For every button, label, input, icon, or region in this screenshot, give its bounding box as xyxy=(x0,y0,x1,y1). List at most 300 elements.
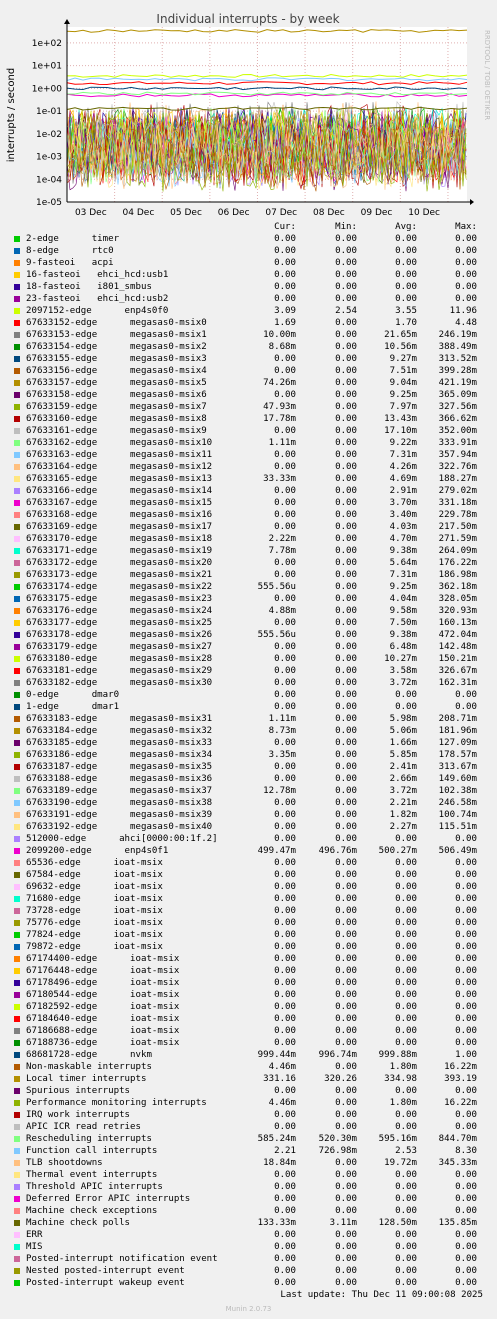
legend-row xyxy=(0,821,497,833)
legend-row xyxy=(0,1097,497,1109)
legend-swatch xyxy=(14,740,20,746)
legend-row xyxy=(0,1241,497,1253)
legend-swatch xyxy=(14,608,20,614)
legend-series-name: 67633160-edge megasas0-msix8 xyxy=(26,414,207,424)
legend-series-name: MIS xyxy=(26,1242,43,1252)
y-ticks xyxy=(32,39,63,208)
legend-cur-value: 0.00 xyxy=(274,1014,296,1024)
legend-cur-value: 585.24m xyxy=(257,1134,296,1144)
legend-avg-value: 2.41m xyxy=(389,762,417,772)
legend-series-name: 67186688-edge ioat-msix xyxy=(26,1026,180,1036)
legend-avg-value: 999.88m xyxy=(378,1050,417,1060)
legend-row xyxy=(0,1001,497,1013)
legend-max-value: 0.00 xyxy=(455,858,477,868)
legend-max-value: 327.56m xyxy=(438,402,477,412)
legend-min-value: 0.00 xyxy=(335,402,357,412)
legend-min-value: 0.00 xyxy=(335,1194,357,1204)
legend-swatch xyxy=(14,764,20,770)
legend-series-name: 67633172-edge megasas0-msix20 xyxy=(26,558,213,568)
legend-cur-value: 2.21 xyxy=(274,1146,296,1156)
legend-series-name: 67633155-edge megasas0-msix3 xyxy=(26,354,207,364)
legend-swatch xyxy=(14,476,20,482)
legend-min-value: 0.00 xyxy=(335,510,357,520)
legend-swatch xyxy=(14,1268,20,1274)
legend-max-value: 0.00 xyxy=(455,1278,477,1288)
legend-row xyxy=(0,785,497,797)
y-axis-label: interrupts / second xyxy=(6,67,17,163)
legend-max-value: 0.00 xyxy=(455,834,477,844)
legend-max-value: 0.00 xyxy=(455,930,477,940)
header-avg: Avg: xyxy=(395,222,417,232)
legend-series-name: 8-edge rtc0 xyxy=(26,246,114,256)
legend-avg-value: 2.66m xyxy=(389,774,417,784)
legend-swatch xyxy=(14,644,20,650)
legend-cur-value: 7.78m xyxy=(268,546,296,556)
legend-avg-value: 4.70m xyxy=(389,534,417,544)
legend-avg-value: 0.00 xyxy=(395,1110,417,1120)
legend-swatch xyxy=(14,1208,20,1214)
legend-min-value: 0.00 xyxy=(335,1254,357,1264)
legend-series-name: 67633182-edge megasas0-msix30 xyxy=(26,678,213,688)
legend-min-value: 0.00 xyxy=(335,786,357,796)
legend-cur-value: 0.00 xyxy=(274,1206,296,1216)
header-max: Max: xyxy=(455,222,477,232)
legend-min-value: 0.00 xyxy=(335,570,357,580)
legend-max-value: 0.00 xyxy=(455,870,477,880)
legend-avg-value: 0.00 xyxy=(395,294,417,304)
legend-cur-value: 0.00 xyxy=(274,882,296,892)
legend-min-value: 0.00 xyxy=(335,906,357,916)
legend-max-value: 0.00 xyxy=(455,234,477,244)
x-tick-label: 06 Dec xyxy=(217,208,250,218)
legend-avg-value: 334.98 xyxy=(384,1074,417,1084)
legend-swatch xyxy=(14,428,20,434)
legend-max-value: 0.00 xyxy=(455,1266,477,1276)
legend-max-value: 0.00 xyxy=(455,978,477,988)
rrdtool-credit: RRDTOOL / TOBI OETIKER xyxy=(483,30,491,121)
legend-row xyxy=(0,485,497,497)
legend-avg-value: 3.70m xyxy=(389,498,417,508)
x-tick-label: 03 Dec xyxy=(74,208,107,218)
legend-cur-value: 0.00 xyxy=(274,450,296,460)
legend-cur-value: 0.00 xyxy=(274,462,296,472)
y-tick-label: 1e-04 xyxy=(36,175,62,186)
legend-cur-value: 331.16 xyxy=(263,1074,296,1084)
legend-row xyxy=(0,497,497,509)
legend-cur-value: 0.00 xyxy=(274,246,296,256)
legend-swatch xyxy=(14,1244,20,1250)
legend-cur-value: 0.00 xyxy=(274,618,296,628)
legend-row xyxy=(0,593,497,605)
legend-series-name: 67633164-edge megasas0-msix12 xyxy=(26,462,213,472)
legend-row xyxy=(0,281,497,293)
legend-swatch xyxy=(14,800,20,806)
legend-max-value: 149.60m xyxy=(438,774,477,784)
legend-series-name: Local timer interrupts xyxy=(26,1074,147,1084)
legend-min-value: 0.00 xyxy=(335,714,357,724)
legend-avg-value: 0.00 xyxy=(395,882,417,892)
legend-cur-value: 0.00 xyxy=(274,1266,296,1276)
legend-min-value: 726.98m xyxy=(318,1146,357,1156)
legend-cur-value: 10.00m xyxy=(263,330,296,340)
legend-min-value: 0.00 xyxy=(335,738,357,748)
legend-cur-value: 0.00 xyxy=(274,1122,296,1132)
legend-cur-value: 0.00 xyxy=(274,486,296,496)
legend-cur-value: 0.00 xyxy=(274,282,296,292)
legend-swatch xyxy=(14,1184,20,1190)
legend-min-value: 0.00 xyxy=(335,1002,357,1012)
legend-cur-value: 0.00 xyxy=(274,738,296,748)
legend-series-name: 67633179-edge megasas0-msix27 xyxy=(26,642,213,652)
legend-cur-value: 1.11m xyxy=(268,714,296,724)
legend-row xyxy=(0,869,497,881)
legend-row xyxy=(0,929,497,941)
legend-min-value: 0.00 xyxy=(335,990,357,1000)
legend-series-name: 68681728-edge nvkm xyxy=(26,1050,152,1060)
legend-series-name: Thermal event interrupts xyxy=(26,1170,158,1180)
legend-row xyxy=(0,269,497,281)
legend-max-value: 271.59m xyxy=(438,534,477,544)
legend-row xyxy=(0,401,497,413)
legend-cur-value: 2.22m xyxy=(268,534,296,544)
legend-cur-value: 0.00 xyxy=(274,354,296,364)
legend-min-value: 0.00 xyxy=(335,258,357,268)
legend-avg-value: 0.00 xyxy=(395,1122,417,1132)
legend-swatch xyxy=(14,824,20,830)
legend-avg-value: 0.00 xyxy=(395,894,417,904)
legend-cur-value: 4.46m xyxy=(268,1062,296,1072)
legend-avg-value: 0.00 xyxy=(395,954,417,964)
legend-series-name: 67633168-edge megasas0-msix16 xyxy=(26,510,213,520)
legend-series-name: 1-edge dmar1 xyxy=(26,702,120,712)
legend-min-value: 0.00 xyxy=(335,762,357,772)
legend-max-value: 16.22m xyxy=(444,1062,477,1072)
legend-series-name: 23-fasteoi ehci_hcd:usb2 xyxy=(26,294,169,304)
legend-series-name: 67633178-edge megasas0-msix26 xyxy=(26,630,213,640)
legend-cur-value: 0.00 xyxy=(274,918,296,928)
legend-max-value: 313.52m xyxy=(438,354,477,364)
legend-cur-value: 0.00 xyxy=(274,954,296,964)
legend-cur-value: 0.00 xyxy=(274,678,296,688)
legend-avg-value: 128.50m xyxy=(378,1218,417,1228)
y-tick-label: 1e-05 xyxy=(36,198,62,208)
legend-avg-value: 7.50m xyxy=(389,618,417,628)
legend-cur-value: 0.00 xyxy=(274,834,296,844)
legend-swatch xyxy=(14,1004,20,1010)
legend-swatch xyxy=(14,1088,20,1094)
legend-cur-value: 0.00 xyxy=(274,870,296,880)
legend-row xyxy=(0,1157,497,1169)
legend-avg-value: 0.00 xyxy=(395,870,417,880)
legend-max-value: 0.00 xyxy=(455,954,477,964)
legend-max-value: 0.00 xyxy=(455,1182,477,1192)
legend-swatch xyxy=(14,560,20,566)
legend-min-value: 0.00 xyxy=(335,558,357,568)
legend-min-value: 0.00 xyxy=(335,630,357,640)
legend-avg-value: 0.00 xyxy=(395,966,417,976)
legend-cur-value: 0.00 xyxy=(274,702,296,712)
legend-swatch xyxy=(14,884,20,890)
legend-avg-value: 10.27m xyxy=(384,654,417,664)
legend-min-value: 0.00 xyxy=(335,594,357,604)
legend-swatch xyxy=(14,1172,20,1178)
legend-swatch xyxy=(14,332,20,338)
legend-series-name: Posted-interrupt notification event xyxy=(26,1254,218,1264)
legend-avg-value: 9.58m xyxy=(389,606,417,616)
legend-min-value: 520.30m xyxy=(318,1134,357,1144)
legend-avg-value: 0.00 xyxy=(395,234,417,244)
legend-cur-value: 0.00 xyxy=(274,966,296,976)
legend-avg-value: 3.72m xyxy=(389,786,417,796)
legend-min-value: 0.00 xyxy=(335,438,357,448)
legend-max-value: 0.00 xyxy=(455,918,477,928)
x-ticks xyxy=(75,208,440,218)
legend-swatch xyxy=(14,272,20,278)
legend-min-value: 0.00 xyxy=(335,942,357,952)
legend-series-name: 67174400-edge ioat-msix xyxy=(26,954,180,964)
legend-series-name: Machine check polls xyxy=(26,1218,131,1228)
legend-min-value: 0.00 xyxy=(335,318,357,328)
legend-max-value: 160.13m xyxy=(438,618,477,628)
legend-cur-value: 499.47m xyxy=(257,846,296,856)
legend-min-value: 0.00 xyxy=(335,666,357,676)
legend-row xyxy=(0,881,497,893)
legend-max-value: 421.19m xyxy=(438,378,477,388)
legend-max-value: 11.96 xyxy=(449,306,477,316)
legend-series-name: 67633157-edge megasas0-msix5 xyxy=(26,378,207,388)
legend-cur-value: 0.00 xyxy=(274,258,296,268)
legend-row xyxy=(0,1217,497,1229)
legend-swatch xyxy=(14,908,20,914)
legend-row xyxy=(0,329,497,341)
legend-max-value: 0.00 xyxy=(455,1038,477,1048)
legend-min-value: 0.00 xyxy=(335,546,357,556)
legend-row xyxy=(0,965,497,977)
legend-series-name: 67633170-edge megasas0-msix18 xyxy=(26,534,213,544)
legend-row xyxy=(0,977,497,989)
legend-swatch xyxy=(14,1100,20,1106)
legend-series-name: 0-edge dmar0 xyxy=(26,690,120,700)
legend-avg-value: 0.00 xyxy=(395,1170,417,1180)
legend-series-name: 67178496-edge ioat-msix xyxy=(26,978,180,988)
legend-cur-value: 555.56u xyxy=(257,582,296,592)
legend-cur-value: 1.69 xyxy=(274,318,296,328)
legend-cur-value: 0.00 xyxy=(274,1038,296,1048)
legend-min-value: 0.00 xyxy=(335,1230,357,1240)
legend-min-value: 0.00 xyxy=(335,270,357,280)
legend-min-value: 0.00 xyxy=(335,1266,357,1276)
legend-min-value: 0.00 xyxy=(335,1110,357,1120)
legend-swatch xyxy=(14,776,20,782)
legend-cur-value: 0.00 xyxy=(274,810,296,820)
legend-avg-value: 1.80m xyxy=(389,1062,417,1072)
legend-avg-value: 17.10m xyxy=(384,426,417,436)
legend-series-name: Rescheduling interrupts xyxy=(26,1134,152,1144)
legend-row xyxy=(0,1169,497,1181)
legend-series-name: 67633177-edge megasas0-msix25 xyxy=(26,618,213,628)
legend-swatch xyxy=(14,404,20,410)
legend-avg-value: 0.00 xyxy=(395,282,417,292)
legend-series-name: Posted-interrupt wakeup event xyxy=(26,1278,185,1288)
legend-avg-value: 4.03m xyxy=(389,522,417,532)
legend-series-name: 67633163-edge megasas0-msix11 xyxy=(26,450,213,460)
legend-swatch xyxy=(14,1256,20,1262)
y-tick-label: 1e+00 xyxy=(31,84,62,95)
legend-swatch xyxy=(14,320,20,326)
legend-cur-value: 999.44m xyxy=(257,1050,296,1060)
munin-version: Munin 2.0.73 xyxy=(225,1305,272,1313)
legend-cur-value: 0.00 xyxy=(274,930,296,940)
legend-avg-value: 13.43m xyxy=(384,414,417,424)
legend-series-name: 75776-edge ioat-msix xyxy=(26,918,163,928)
y-tick-label: 1e+01 xyxy=(31,61,62,72)
legend-series-name: Nested posted-interrupt event xyxy=(26,1266,185,1276)
legend-series-name: 67633191-edge megasas0-msix39 xyxy=(26,810,213,820)
legend-avg-value: 0.00 xyxy=(395,258,417,268)
legend-max-value: 0.00 xyxy=(455,282,477,292)
legend-row xyxy=(0,617,497,629)
legend-avg-value: 9.38m xyxy=(389,630,417,640)
legend-swatch xyxy=(14,848,20,854)
legend-max-value: 326.67m xyxy=(438,666,477,676)
legend-avg-value: 0.00 xyxy=(395,1206,417,1216)
legend-min-value: 0.00 xyxy=(335,606,357,616)
legend-max-value: 393.19 xyxy=(444,1074,477,1084)
legend-series-name: 9-fasteoi acpi xyxy=(26,258,114,268)
legend-max-value: 246.58m xyxy=(438,798,477,808)
legend-min-value: 2.54 xyxy=(335,306,357,316)
legend-row xyxy=(0,809,497,821)
legend-max-value: 0.00 xyxy=(455,882,477,892)
legend-min-value: 0.00 xyxy=(335,522,357,532)
legend-row xyxy=(0,365,497,377)
y-tick-label: 1e-01 xyxy=(36,107,62,118)
legend-cur-value: 0.00 xyxy=(274,990,296,1000)
legend-avg-value: 0.00 xyxy=(395,942,417,952)
legend-min-value: 0.00 xyxy=(335,870,357,880)
legend-row xyxy=(0,257,497,269)
legend-max-value: 844.70m xyxy=(438,1134,477,1144)
legend-avg-value: 0.00 xyxy=(395,930,417,940)
legend-max-value: 100.74m xyxy=(438,810,477,820)
legend-swatch xyxy=(14,548,20,554)
legend-row xyxy=(0,413,497,425)
legend-avg-value: 9.25m xyxy=(389,582,417,592)
legend-min-value: 0.00 xyxy=(335,282,357,292)
y-tick-label: 1e+02 xyxy=(31,38,62,49)
legend-series-name: 67633167-edge megasas0-msix15 xyxy=(26,498,213,508)
legend-max-value: 0.00 xyxy=(455,1026,477,1036)
legend-cur-value: 47.93m xyxy=(263,402,296,412)
legend-avg-value: 2.27m xyxy=(389,822,417,832)
legend-max-value: 188.27m xyxy=(438,474,477,484)
legend-series-name: Machine check exceptions xyxy=(26,1206,158,1216)
legend-max-value: 0.00 xyxy=(455,966,477,976)
legend-row xyxy=(0,905,497,917)
legend-row xyxy=(0,293,497,305)
legend-max-value: 0.00 xyxy=(455,1122,477,1132)
legend-min-value: 0.00 xyxy=(335,486,357,496)
legend-cur-value: 555.56u xyxy=(257,630,296,640)
legend-min-value: 0.00 xyxy=(335,810,357,820)
legend-avg-value: 9.38m xyxy=(389,546,417,556)
legend-row xyxy=(0,1121,497,1133)
legend-row xyxy=(0,1085,497,1097)
legend-row xyxy=(0,1037,497,1049)
legend-row xyxy=(0,425,497,437)
legend-avg-value: 0.00 xyxy=(395,1002,417,1012)
legend-max-value: 0.00 xyxy=(455,258,477,268)
legend-max-value: 365.09m xyxy=(438,390,477,400)
legend-series-name: 67633152-edge megasas0-msix0 xyxy=(26,318,207,328)
legend-series-name: 71680-edge ioat-msix xyxy=(26,894,163,904)
legend-swatch xyxy=(14,980,20,986)
legend-avg-value: 6.48m xyxy=(389,642,417,652)
legend-swatch xyxy=(14,440,20,446)
legend-avg-value: 5.85m xyxy=(389,750,417,760)
legend-swatch xyxy=(14,896,20,902)
legend-swatch xyxy=(14,344,20,350)
header-min: Min: xyxy=(335,222,357,232)
legend-row xyxy=(0,845,497,857)
legend-row xyxy=(0,629,497,641)
legend-min-value: 0.00 xyxy=(335,750,357,760)
legend-min-value: 0.00 xyxy=(335,582,357,592)
x-axis-arrow xyxy=(470,199,474,205)
legend-min-value: 0.00 xyxy=(335,954,357,964)
legend-avg-value: 5.64m xyxy=(389,558,417,568)
legend-row xyxy=(0,761,497,773)
legend-swatch xyxy=(14,968,20,974)
legend-min-value: 0.00 xyxy=(335,1206,357,1216)
legend-avg-value: 9.22m xyxy=(389,438,417,448)
legend-series-name: 79872-edge ioat-msix xyxy=(26,942,163,952)
legend-swatch xyxy=(14,392,20,398)
legend-swatch xyxy=(14,1232,20,1238)
legend-avg-value: 0.00 xyxy=(395,990,417,1000)
legend-cur-value: 0.00 xyxy=(274,942,296,952)
legend-row xyxy=(0,941,497,953)
legend-row xyxy=(0,437,497,449)
legend-avg-value: 0.00 xyxy=(395,1194,417,1204)
legend-row xyxy=(0,1277,497,1289)
legend-max-value: 399.28m xyxy=(438,366,477,376)
legend-cur-value: 0.00 xyxy=(274,690,296,700)
legend-cur-value: 0.00 xyxy=(274,642,296,652)
legend-avg-value: 21.65m xyxy=(384,330,417,340)
legend-row xyxy=(0,677,497,689)
legend-avg-value: 9.27m xyxy=(389,354,417,364)
legend-max-value: 328.05m xyxy=(438,594,477,604)
legend-min-value: 0.00 xyxy=(335,1170,357,1180)
legend-cur-value: 17.78m xyxy=(263,414,296,424)
legend-swatch xyxy=(14,1016,20,1022)
legend-min-value: 0.00 xyxy=(335,798,357,808)
legend-series-name: 67633184-edge megasas0-msix32 xyxy=(26,726,213,736)
chart xyxy=(0,0,497,221)
legend-swatch xyxy=(14,836,20,842)
legend-row xyxy=(0,581,497,593)
legend-series-name: 67633173-edge megasas0-msix21 xyxy=(26,570,213,580)
legend-cur-value: 0.00 xyxy=(274,666,296,676)
legend-series-name: 67633161-edge megasas0-msix9 xyxy=(26,426,207,436)
legend-row xyxy=(0,509,497,521)
legend-series-name: 77824-edge ioat-msix xyxy=(26,930,163,940)
legend-row xyxy=(0,1253,497,1265)
legend-min-value: 0.00 xyxy=(335,642,357,652)
legend-swatch xyxy=(14,1028,20,1034)
legend-min-value: 0.00 xyxy=(335,1098,357,1108)
